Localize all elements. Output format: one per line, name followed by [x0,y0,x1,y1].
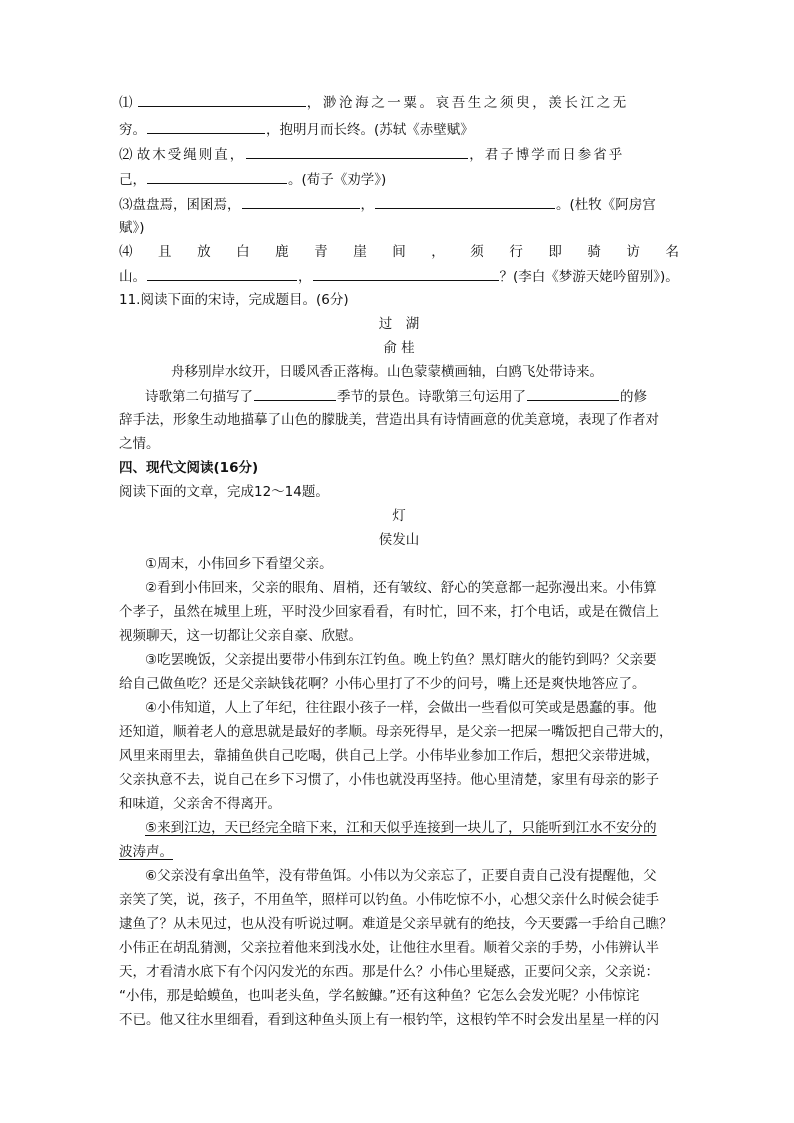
article-p6-line: 不已。他又往水里细看，看到这种鱼头顶上有一根钓竿，这根钓竿不时会发出星星一样的闪 [119,1012,659,1028]
q11-ask-line1 [145,386,647,406]
article-author: 侯发山 [378,532,420,548]
q10-item1-num: ⑴ [119,95,133,111]
q10-item1-text2b: ，抱明月而长终。(苏轼《赤壁赋》 [266,122,474,138]
q11-ask1c: 的修 [620,389,647,405]
q10-item4-char: 鹿 [275,244,289,260]
q10-item4-char: 骑 [587,244,601,260]
article-p4-line: 还知道，顺着老人的意思就是最好的孝顺。母亲死得早，是父亲一把屎一嘴饭把自己带大的， [119,724,673,740]
q10-item4-char: 间 [392,244,406,260]
article-p2-line: ②看到小伟回来，父亲的眼角、眉梢，还有皱纹、舒心的笑意都一起弥漫出来。小伟算 [145,580,657,596]
article-p6-line: 天，才看清水底下有个闪闪发光的东西。那是什么？小伟心里疑惑，正要问父亲，父亲说： [119,964,659,980]
poem-author: 俞 桂 [383,340,415,356]
q10-item3-text1a: ⑶盘盘焉，囷囷焉， [119,197,241,213]
q10-item2-text1a: 故木受绳则直， [136,147,246,163]
section-intro: 阅读下面的文章，完成12～14题。 [119,484,329,500]
q10-item4-char: 访 [626,244,640,260]
q10-item4-line1 [119,242,679,262]
answer-blank[interactable] [254,386,336,401]
article-paragraph-1: ①周末，小伟回乡下看望父亲。 [145,556,333,572]
q10-item1-text1: ，渺沧海之一粟。哀吾生之须臾，羡长江之无 [306,95,629,111]
answer-blank[interactable] [527,386,619,401]
q10-item3-line1 [119,194,656,214]
answer-blank[interactable] [147,119,265,134]
article-p5-line-underlined: ⑤来到江边，天已经完全暗下来，江和天似乎连接到一块儿了，只能听到江水不安分的 [145,820,657,836]
q10-item4-line2 [119,266,679,286]
q10-item1-line1 [119,92,629,112]
q11-ask-line2: 辞手法，形象生动地描摹了山色的朦胧美，营造出具有诗情画意的优美意境，表现了作者对 [119,412,659,428]
q11-ask-line3: 之情。 [119,436,160,452]
article-p3-line: 给自己做鱼吃？还是父亲缺钱花啊？小伟心里打了不少的问号，嘴上还是爽快地答应了。 [119,676,646,692]
q10-item2-text2b: 。(荀子《劝学》) [288,172,387,188]
q10-item4-char: 行 [509,244,523,260]
q10-item2-line1 [119,144,624,164]
q10-item4-char: ⑷ [119,244,133,260]
q10-item4-text2b: ， [298,269,312,285]
answer-blank[interactable] [147,266,297,281]
article-p6-line: “小伟，那是蛤蟆鱼，也叫老头鱼，学名鮟鱇。”还有这种鱼？它怎么会发光呢？小伟惊诧 [119,988,640,1004]
article-p3-line: ③吃罢晚饭，父亲提出要带小伟到东江钓鱼。晚上钓鱼？黑灯瞎火的能钓到吗？父亲要 [145,652,657,668]
q10-item4-char: ， [431,244,445,260]
q10-item4-char: 须 [470,244,484,260]
article-p4-line: 风里来雨里去，靠捕鱼供自己吃喝，供自己上学。小伟毕业参加工作后，想把父亲带进城， [119,748,659,764]
article-p6-line: 亲笑了笑，说，孩子，不用鱼竿，照样可以钓鱼。小伟吃惊不小，心想父亲什么时候会徒手 [119,892,659,908]
answer-blank[interactable] [242,194,360,209]
q11-prompt: 11.阅读下面的宋诗，完成题目。(6分) [119,292,349,308]
q10-item4-char: 白 [236,244,250,260]
q10-item2-text1b: ，君子博学而日参省乎 [469,147,625,163]
q11-ask1a: 诗歌第二句描写了 [145,389,253,405]
article-p4-line: 和味道，父亲舍不得离开。 [119,796,281,812]
article-p6-line: 逮鱼了？从未见过，也从没有听说过啊。难道是父亲早就有的绝技，今天要露一手给自己瞧？ [119,916,673,932]
q10-item4-text2a: 山。 [119,269,146,285]
q10-item1-text2a: 穷。 [119,122,146,138]
answer-blank[interactable] [147,169,287,184]
q10-item4-char: 名 [665,244,679,260]
q10-item4-text2c: ？(李白《梦游天姥吟留别》)。 [499,269,679,285]
q10-item2-line2 [119,169,386,189]
q10-item3-text2: 赋》) [119,220,145,236]
answer-blank[interactable] [138,92,306,107]
q10-item4-char: 即 [548,244,562,260]
q10-item4-char: 放 [197,244,211,260]
article-p2-line: 个孝子，虽然在城里上班，平时没少回家看看，有时忙，回不来，打个电话，或是在微信上 [119,604,659,620]
article-p6-line: ⑥父亲没有拿出鱼竿，没有带鱼饵。小伟以为父亲忘了，正要自责自己没有提醒他，父 [145,868,657,884]
q10-item2-text2a: 己， [119,172,146,188]
q11-ask1b: 季节的景色。诗歌第三句运用了 [337,389,526,405]
poem-title: 过 湖 [378,316,420,332]
q10-item3-text1c: 。(杜牧《阿房宫 [556,197,656,213]
article-title: 灯 [392,508,406,524]
article-p4-line: 父亲执意不去，说自己在乡下习惯了，小伟也就没再坚持。他心里清楚，家里有母亲的影子 [119,772,659,788]
q10-item3-line2 [119,218,145,238]
q10-item4-char: 青 [314,244,328,260]
q10-item2-num: ⑵ [119,147,133,163]
article-p5-line-underlined: 波涛声。 [119,844,173,860]
q10-item4-char: 且 [158,244,172,260]
section-heading: 四、现代文阅读(16分) [119,460,259,476]
answer-blank[interactable] [246,144,468,159]
answer-blank[interactable] [313,266,499,281]
q10-item3-text1b: ， [360,197,374,213]
article-p6-line: 小伟正在胡乱猜测，父亲拉着他来到浅水处，让他往水里看。顺着父亲的手势，小伟辨认半 [119,940,659,956]
q10-item1-line2 [119,119,474,139]
q10-item4-char: 崖 [353,244,367,260]
poem-text: 舟移别岸水纹开，日暖风香正落梅。山色蒙蒙横画轴，白鸥飞处带诗来。 [171,364,603,380]
answer-blank[interactable] [375,194,555,209]
article-p2-line: 视频聊天，这一切都让父亲自豪、欣慰。 [119,628,362,644]
article-p4-line: ④小伟知道，人上了年纪，往往跟小孩子一样，会做出一些看似可笑或是愚蠢的事。他 [145,700,657,716]
